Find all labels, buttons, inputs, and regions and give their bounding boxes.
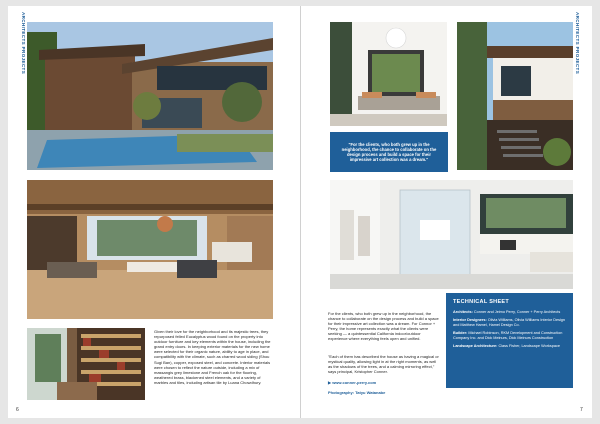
tech-entry-builder: Builder: Michael Robinson, RKM Development and Construction Company Inc. and Dick Meinurs, Dick Meinurs Construction: [453, 331, 563, 341]
tech-entry-interior: Interior Designers: Olivia Williams, Olivia Williams Interior Design and Matthew Hamel, Hamel Design Co.: [453, 318, 566, 328]
photo-exterior-pool: [27, 22, 273, 170]
tech-entry-architects: Architects: Conner and Jeimo Perry, Conner + Perry Architects: [453, 310, 561, 314]
tech-entry-landscape: Landscape Architecture: Class Fisher, Landscape Workspace: [453, 344, 560, 349]
pull-quote-text: "For the clients, who both grew up in the neighborhood, the chance to collaborate on the design process and build a space for their impressive art collection was a dream.": [341, 141, 437, 163]
right-body-text-1: For the clients, who both grew up in the neighborhood, the chance to collaborate on the design process and build a space for their impressive art collection was a dream. For Connor + Perry, the home represents exactly what the clients were seeking — a quintessential California indoor/outdoor experience where everything feels open and unified.: [328, 311, 439, 342]
link-arrow-icon: ▶: [328, 380, 333, 385]
side-label-right: ARCHITECTS PROJECTS: [575, 12, 580, 75]
photo-bathroom: [330, 180, 573, 289]
photo-interior-living: [27, 180, 273, 319]
page-number-left: 6: [16, 407, 19, 413]
website-link[interactable]: [328, 380, 376, 385]
technical-sheet: [446, 293, 573, 388]
side-label-left: ARCHITECTS PROJECTS: [21, 12, 26, 75]
photo-library: [27, 328, 145, 400]
page-gutter: [300, 6, 301, 418]
pull-quote: [330, 132, 448, 172]
left-body-text: Given their love for the neighborhood and its majestic trees, they repurposed felled Eucalyptus wood found on the property into outdoor furniture and key elements within the house, including the grand entry doors. In keeping exterior materials for the new home were selected for their organic nature, ability to age in place, and compatibility with the climate, such as charred wood siding (Shou Sugi Ban), copper, exposed steel, and concrete. Interior materials were chosen to reflect the nature outside, including a mix of massangis grey limestone and French oak for the flooring, weathered brass, blackened steel elements, and a variety of marbles and tiles, including artisan tile by Luana Chowdhury.: [154, 329, 271, 385]
right-body-text-2: "Each of them has described the house as having a magical or mystical quality, allowing light in at the right moments, as well as the shadows of the trees, and a calming mirroring effect," says principal, Kristopher Conner.: [328, 354, 439, 375]
page-number-right: 7: [580, 407, 583, 413]
photo-exterior-stairs: [457, 22, 573, 170]
website-text: www.conner-perry.com: [332, 380, 377, 385]
photo-bedroom: [330, 22, 447, 126]
tech-sheet-title: TECHNICAL SHEET: [453, 299, 510, 305]
photography-credit: Photography: Tatyu Watanabe: [328, 390, 386, 395]
